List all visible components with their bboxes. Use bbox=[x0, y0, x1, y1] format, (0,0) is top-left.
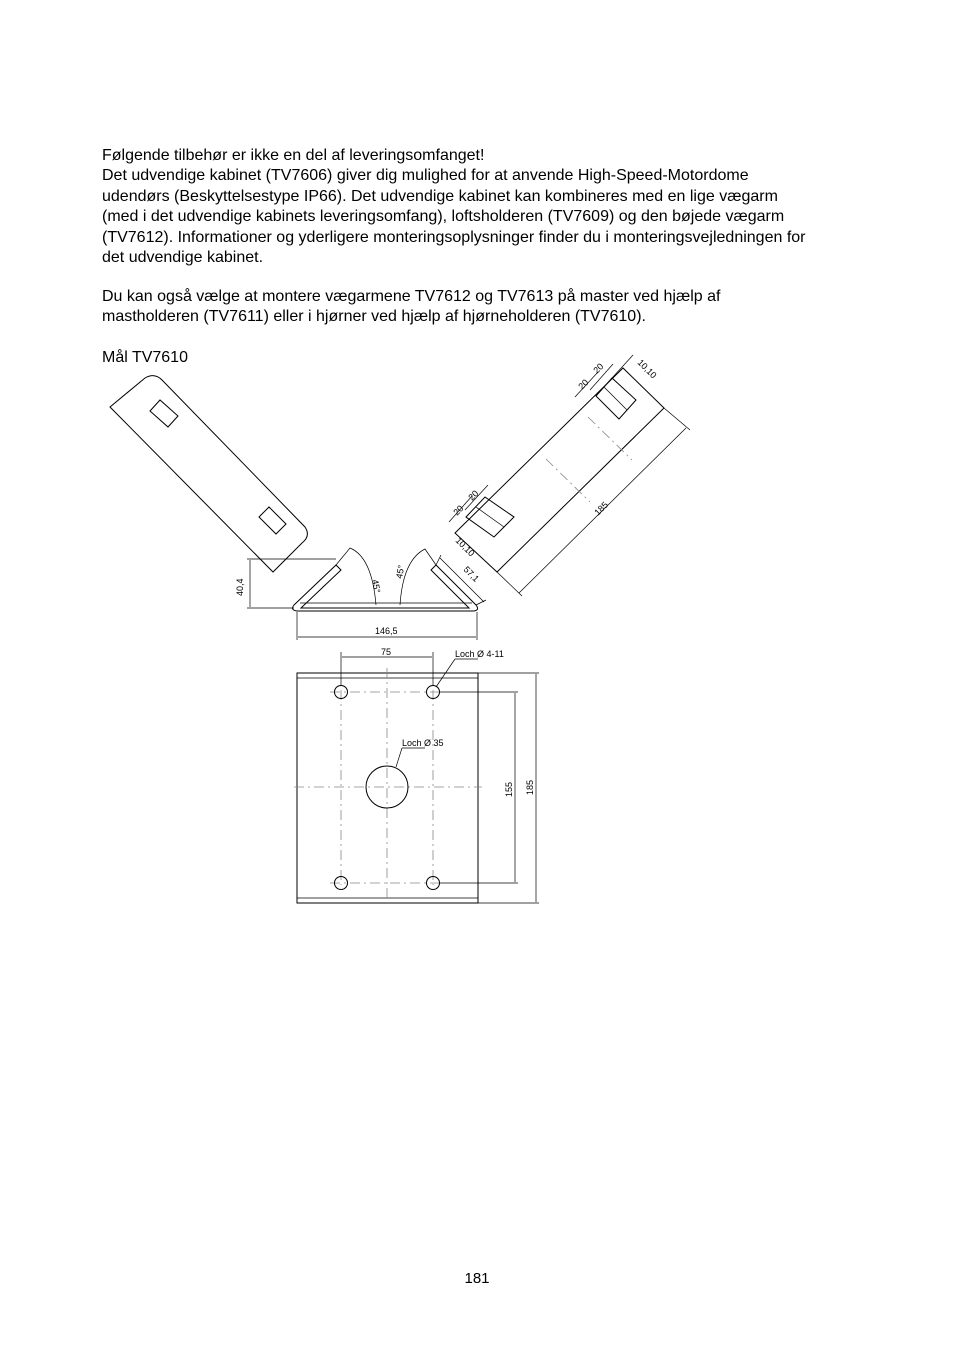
text-line: mastholderen (TV7611) eller i hjørner ved hjælp af hjørneholderen (TV7610). bbox=[102, 308, 646, 326]
v-bracket bbox=[235, 548, 486, 640]
text-line: (TV7612). Informationer og yderligere monteringsoplysninger finder du i monteringsvejledningen for bbox=[102, 228, 806, 246]
dim-10-10: 10,10 bbox=[453, 535, 477, 559]
dim-10-10: 10,10 bbox=[635, 357, 659, 381]
dim-57-1: 57,1 bbox=[461, 564, 482, 584]
dim-20: 20 bbox=[466, 488, 481, 503]
drawing-caption: Mål TV7610 bbox=[102, 349, 188, 366]
large-hole-label: Loch Ø 35 bbox=[402, 738, 444, 748]
right-arm bbox=[449, 355, 690, 596]
dim-75: 75 bbox=[381, 647, 392, 657]
left-flap bbox=[110, 376, 307, 572]
dim-185-top: 185 bbox=[592, 499, 611, 518]
angle-45-right: 45° bbox=[394, 564, 407, 580]
page-number: 181 bbox=[464, 1270, 490, 1287]
dim-20: 20 bbox=[591, 361, 606, 376]
text-line: (med i det udvendige kabinets leveringsomfang), loftsholderen (TV7609) og den bøjede vægarm bbox=[102, 208, 785, 226]
top-view bbox=[110, 355, 690, 640]
front-view bbox=[294, 647, 539, 908]
mounting-plate bbox=[297, 673, 478, 903]
small-hole-label: Loch Ø 4-11 bbox=[455, 649, 504, 659]
dim-20: 20 bbox=[576, 377, 591, 392]
dim-20: 20 bbox=[451, 503, 466, 518]
dim-40-4: 40,4 bbox=[235, 578, 245, 596]
text-line: udendørs (Beskyttelsestype IP66). Det udvendige kabinet kan kombineres med en lige vægarm bbox=[102, 187, 778, 205]
angle-45-left: 45° bbox=[370, 578, 383, 594]
text-line: Følgende tilbehør er ikke en del af leveringsomfanget! bbox=[102, 147, 485, 164]
text-line: Det udvendige kabinet (TV7606) giver dig mulighed for at anvende High-Speed-Motordome bbox=[102, 167, 749, 185]
dim-146-5: 146,5 bbox=[375, 626, 398, 636]
text-line: det udvendige kabinet. bbox=[102, 249, 264, 267]
dim-155: 155 bbox=[504, 781, 514, 797]
dim-185-front: 185 bbox=[525, 779, 535, 795]
text-line: Du kan også vælge at montere vægarmene TV7612 og TV7613 på master ved hjælp af bbox=[102, 288, 721, 305]
